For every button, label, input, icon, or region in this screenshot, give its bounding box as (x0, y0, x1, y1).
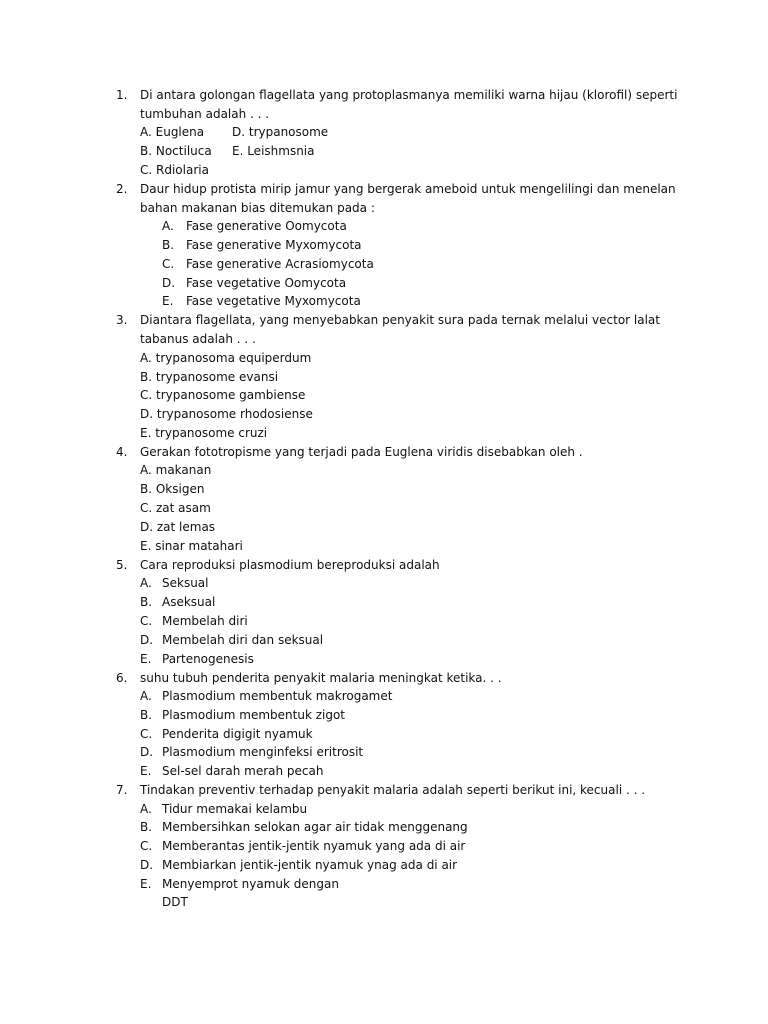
option-letter: E. (140, 652, 152, 666)
option-text: Membersihkan selokan agar air tidak menggenang (162, 820, 468, 834)
question-stem-line: tabanus adalah . . . (140, 332, 256, 346)
option-letter: D. (140, 858, 154, 872)
option-text: Membiarkan jentik-jentik nyamuk ynag ada di air (162, 858, 458, 872)
option-letter: A. (162, 219, 174, 233)
question-number: 2. (116, 182, 128, 196)
option-text: Fase vegetative Myxomycota (186, 294, 361, 308)
option-e: E. trypanosome cruzi (140, 426, 268, 440)
option-text: Sel-sel darah merah pecah (162, 764, 324, 778)
question-stem-line: Tindakan preventiv terhadap penyakit malaria adalah seperti berikut ini, kecuali . . . (140, 783, 646, 797)
option-text: Fase vegetative Oomycota (186, 276, 347, 290)
option-c: C. zat asam (140, 501, 211, 515)
option-letter: C. (140, 614, 153, 628)
option-letter: C. (162, 257, 175, 271)
option-text: Plasmodium membentuk zigot (162, 708, 346, 722)
question-stem-line: Cara reproduksi plasmodium bereproduksi adalah (140, 558, 440, 572)
question-number: 6. (116, 671, 128, 685)
option-text: Fase generative Oomycota (186, 219, 347, 233)
option-c: C. trypanosome gambiense (140, 388, 306, 402)
option-letter: E. (162, 294, 174, 308)
question-stem-line: Di antara golongan flagellata yang protoplasmanya memiliki warna hijau (klorofil) seperti (140, 88, 678, 102)
option-b: B. trypanosome evansi (140, 370, 279, 384)
question-number: 3. (116, 313, 128, 327)
option-text: Menyemprot nyamuk dengan (162, 877, 339, 891)
option-text: Tidur memakai kelambu (162, 802, 308, 816)
option-letter: E. (140, 764, 152, 778)
option-text: Fase generative Myxomycota (186, 238, 362, 252)
option-text: Penderita digigit nyamuk (162, 727, 313, 741)
question-number: 1. (116, 88, 128, 102)
question-stem-line: bahan makanan bias ditemukan pada : (140, 201, 375, 215)
question-stem-line: suhu tubuh penderita penyakit malaria meningkat ketika. . . (140, 671, 502, 685)
option-text: Membelah diri dan seksual (162, 633, 324, 647)
option-a: A. trypanosoma equiperdum (140, 351, 312, 365)
option-d: D. trypanosome rhodosiense (140, 407, 313, 421)
question-stem-line: Gerakan fototropisme yang terjadi pada Euglena viridis disebabkan oleh . (140, 445, 583, 459)
option-letter: B. (140, 820, 153, 834)
option-text: Memberantas jentik-jentik nyamuk yang ada di air (162, 839, 466, 853)
option-text: Plasmodium membentuk makrogamet (162, 689, 393, 703)
question-stem-line: tumbuhan adalah . . . (140, 107, 270, 121)
option-letter: A. (140, 802, 152, 816)
option-letter: B. (140, 708, 153, 722)
option-text: Aseksual (162, 595, 216, 609)
option-letter: A. (140, 576, 152, 590)
option-letter: C. (140, 839, 153, 853)
option-a: A. Euglena (140, 125, 205, 139)
option-letter: D. (140, 745, 154, 759)
question-number: 5. (116, 558, 128, 572)
question-number: 4. (116, 445, 128, 459)
option-letter: D. (162, 276, 176, 290)
option-d: D. trypanosome (232, 125, 329, 139)
option-letter: B. (140, 595, 153, 609)
option-letter: D. (140, 633, 154, 647)
option-text: Partenogenesis (162, 652, 254, 666)
option-text: Membelah diri (162, 614, 248, 628)
option-e: E. Leishmsnia (232, 144, 315, 158)
question-number: 7. (116, 783, 128, 797)
option-text: Plasmodium menginfeksi eritrosit (162, 745, 364, 759)
option-c: C. Rdiolaria (140, 163, 209, 177)
option-letter: C. (140, 727, 153, 741)
option-text: Fase generative Acrasiomycota (186, 257, 374, 271)
option-d: D. zat lemas (140, 520, 216, 534)
option-b: B. Oksigen (140, 482, 205, 496)
option-text-continuation: DDT (162, 895, 188, 909)
question-stem-line: Diantara flagellata, yang menyebabkan penyakit sura pada ternak melalui vector lalat (140, 313, 660, 327)
option-text: Seksual (162, 576, 209, 590)
option-a: A. makanan (140, 463, 212, 477)
option-letter: B. (162, 238, 175, 252)
option-letter: E. (140, 877, 152, 891)
option-e: E. sinar matahari (140, 539, 243, 553)
option-letter: A. (140, 689, 152, 703)
question-stem-line: Daur hidup protista mirip jamur yang bergerak ameboid untuk mengelilingi dan menelan (140, 182, 676, 196)
option-b: B. Noctiluca (140, 144, 212, 158)
